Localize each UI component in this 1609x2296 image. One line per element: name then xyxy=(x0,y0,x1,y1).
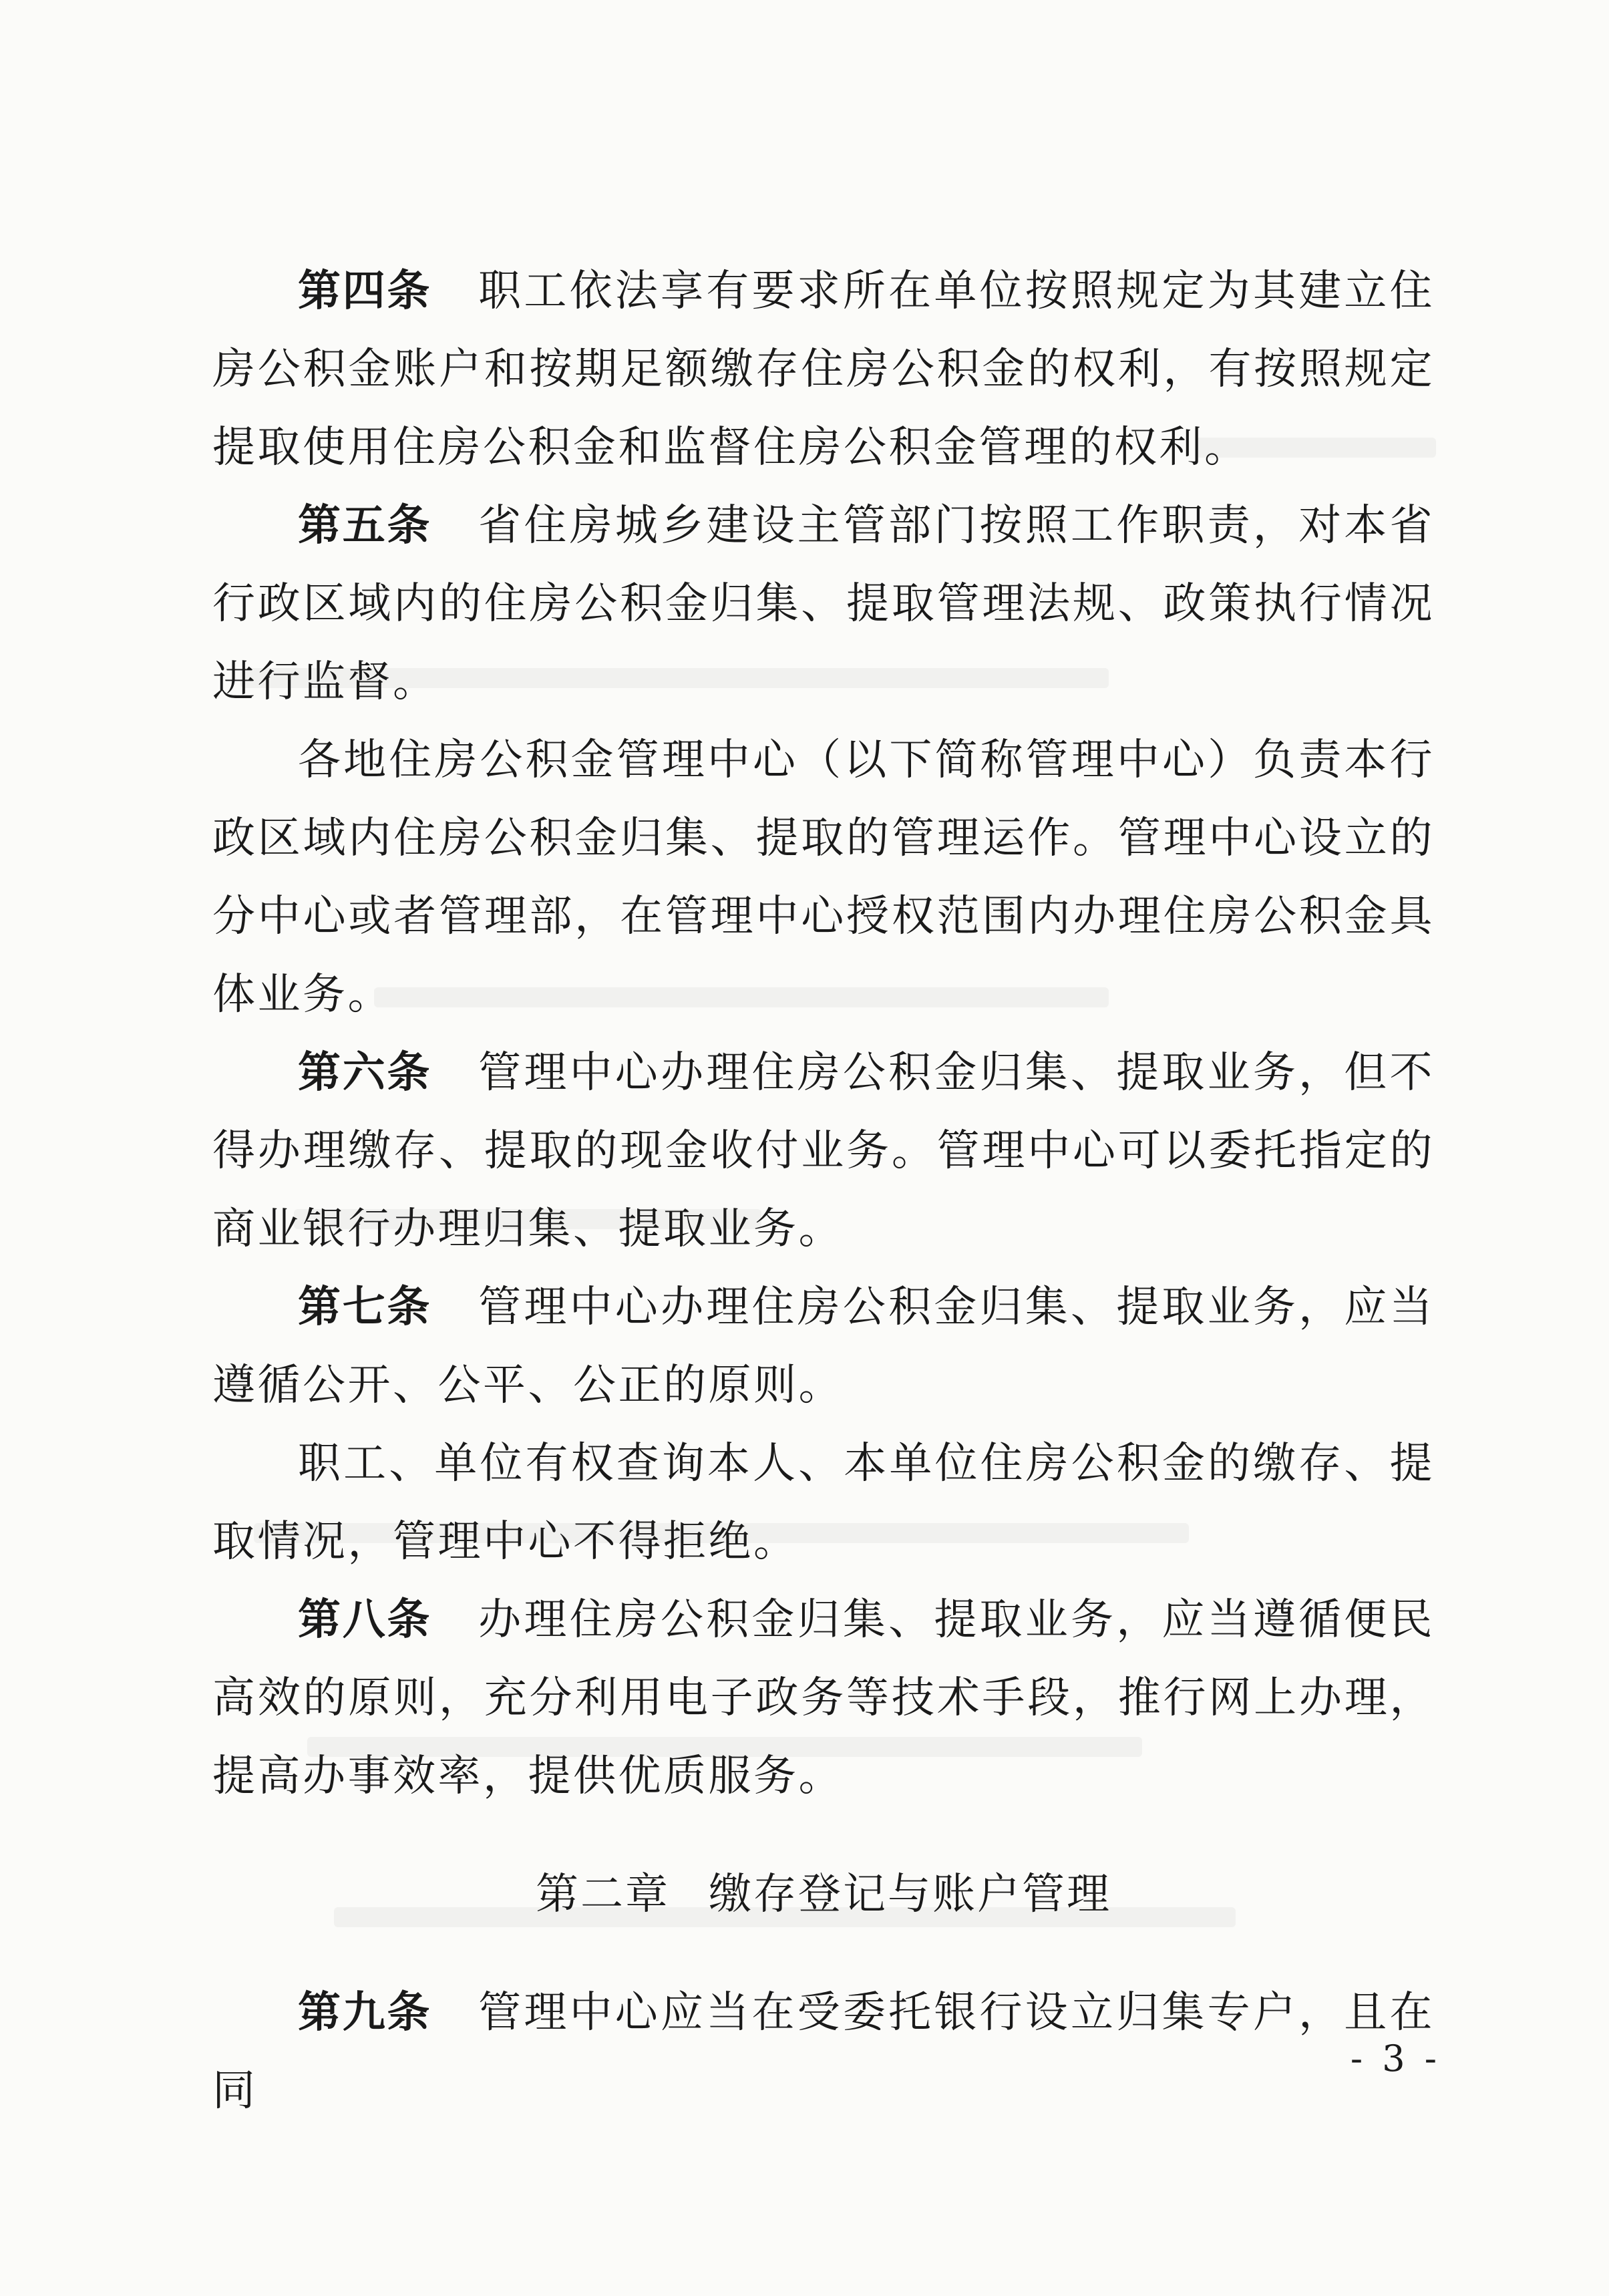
article-9 xyxy=(212,1974,1435,2130)
article-8 xyxy=(212,1581,1435,1816)
chapter-heading xyxy=(212,1856,1435,1934)
article-text: 职工依法享有要求所在单位按照规定为其建立住房公积金账户和按期足额缴存住房公积金的权利，有按照规定提取使用住房公积金和监督住房公积金管理的权利。 xyxy=(212,267,1435,472)
article-5 xyxy=(212,487,1435,721)
article-text: 省住房城乡建设主管部门按照工作职责，对本省行政区域内的住房公积金归集、提取管理法规、政策执行情况进行监督。 xyxy=(212,501,1435,707)
document-body xyxy=(212,253,1435,2130)
article-label: 第五条 xyxy=(298,501,432,550)
chapter-title: 缴存登记与账户管理 xyxy=(709,1870,1111,1919)
article-text: 职工、单位有权查询本人、本单位住房公积金的缴存、提取情况，管理中心不得拒绝。 xyxy=(212,1439,1435,1567)
article-5-paragraph-2 xyxy=(212,721,1435,1034)
article-4 xyxy=(212,253,1435,487)
article-text: 管理中心办理住房公积金归集、提取业务，但不得办理缴存、提取的现金收付业务。管理中心可以委托指定的商业银行办理归集、提取业务。 xyxy=(212,1048,1435,1254)
article-text: 各地住房公积金管理中心（以下简称管理中心）负责本行政区域内住房公积金归集、提取的管理运作。管理中心设立的分中心或者管理部，在管理中心授权范围内办理住房公积金具体业务。 xyxy=(212,735,1435,1019)
article-text: 管理中心办理住房公积金归集、提取业务，应当遵循公开、公平、公正的原则。 xyxy=(212,1283,1435,1410)
article-6 xyxy=(212,1034,1435,1269)
article-label: 第九条 xyxy=(298,1988,432,2037)
article-label: 第七条 xyxy=(298,1283,432,1332)
article-7-paragraph-2 xyxy=(212,1425,1435,1581)
article-text: 办理住房公积金归集、提取业务，应当遵循便民高效的原则，充分利用电子政务等技术手段，推行网上办理，提高办事效率，提供优质服务。 xyxy=(212,1595,1435,1801)
chapter-number: 第二章 xyxy=(536,1870,670,1919)
page-number: - 3 - xyxy=(1350,2037,1441,2080)
article-7 xyxy=(212,1269,1435,1425)
article-label: 第八条 xyxy=(298,1595,432,1645)
article-label: 第四条 xyxy=(298,267,432,316)
article-text: 管理中心应当在受委托银行设立归集专户，且在同 xyxy=(212,1988,1435,2116)
article-label: 第六条 xyxy=(298,1048,432,1098)
